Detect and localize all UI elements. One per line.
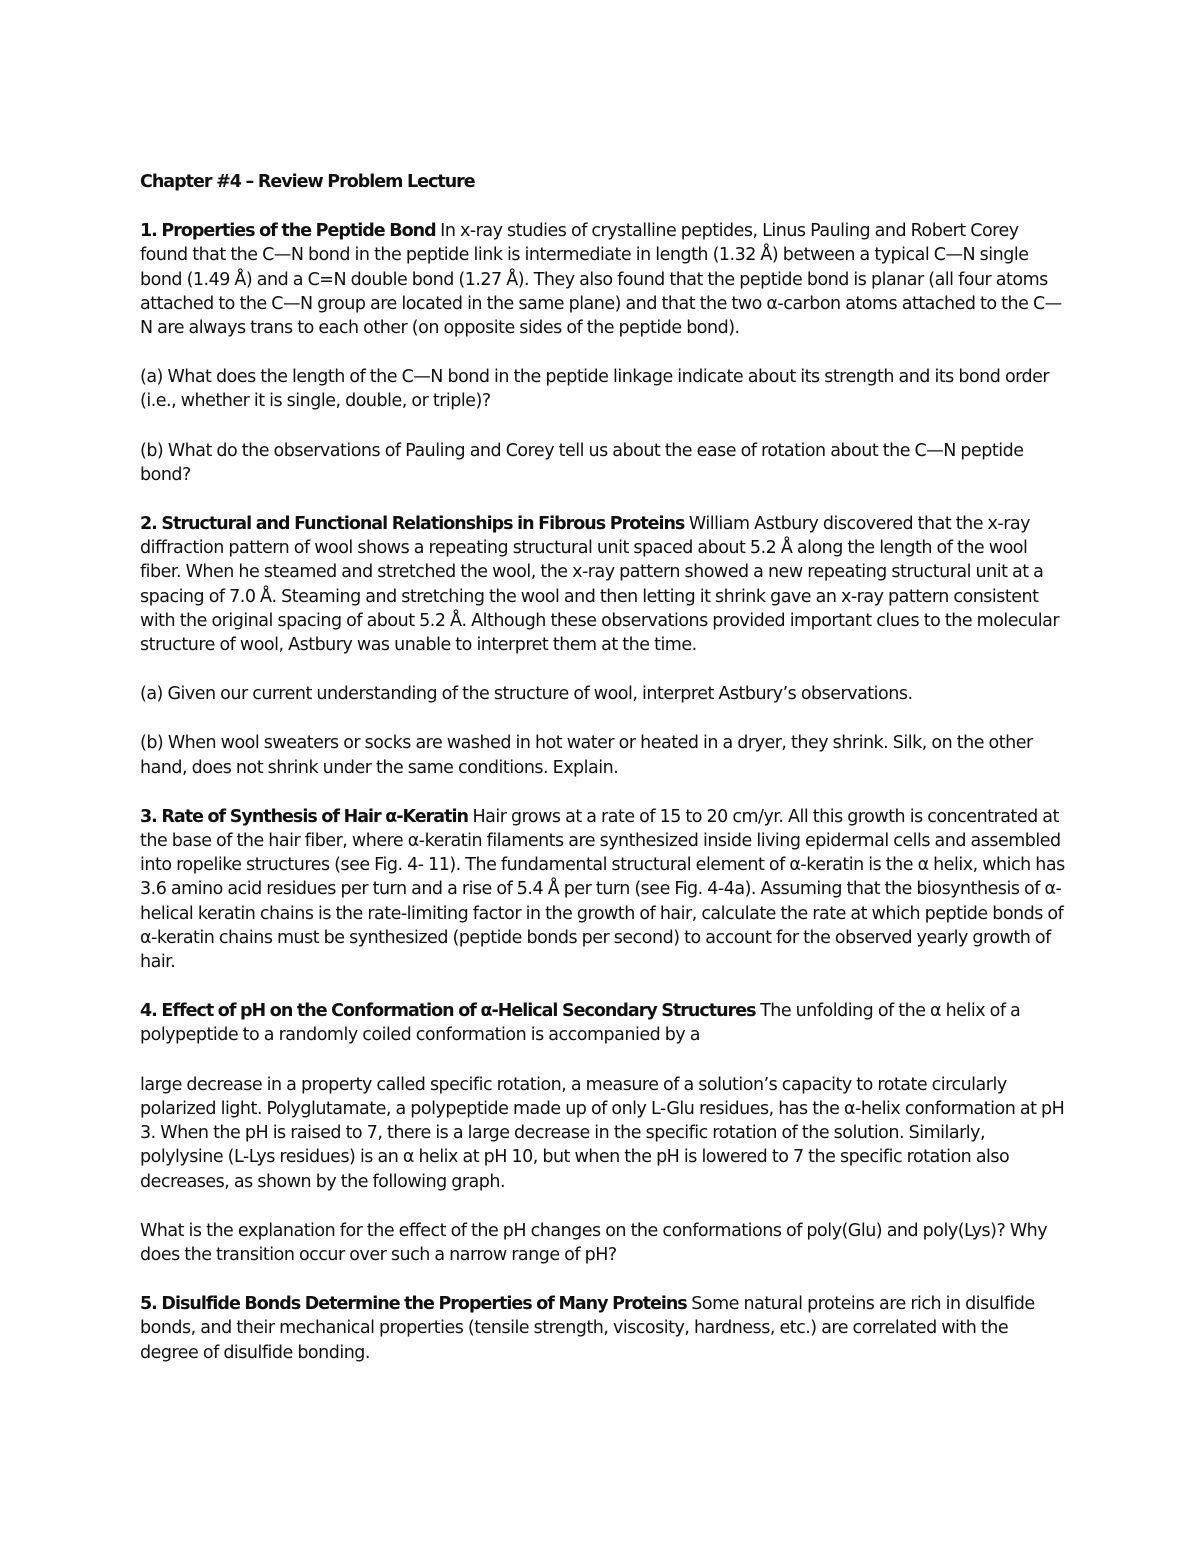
document-title: Chapter #4 – Review Problem Lecture: [140, 172, 475, 192]
problem-4-continuation: large decrease in a property called specific rotation, a measure of a solution’s capacity to rotate circularly polarized light. Polyglutamate, a polypeptide made up of only L-Glu residues, has the α-helix conformation at pH 3. When the pH is raised to 7, there is a large decrease in the specific rotation of the solution. Similarly, polylysine (L-Lys residues) is an α helix at pH 10, but when the pH is lowered to 7 the specific rotation also decreases, as shown by the following graph.: [140, 1074, 1065, 1192]
problem-1-paragraph: [140, 219, 1070, 340]
problem-2-paragraph: [140, 512, 1070, 657]
problem-4-heading: 4. Effect of pH on the Conformation of α-Helical Secondary Structures: [140, 1001, 756, 1022]
problem-5-paragraph: [140, 1292, 1070, 1365]
problem-1-part-a: (a) What does the length of the C—N bond in the peptide linkage indicate about its strength and its bond order (i.e., whether it is single, double, or triple)?: [140, 367, 1050, 412]
problem-3-text: Hair grows at a rate of 15 to 20 cm/yr. All this growth is concentrated at the base of the hair fiber, where α-keratin filaments are synthesized inside living epidermal cells and assembled into ropelike structures (see Fig. 4- 11). The fundamental structural element of α-keratin is the α helix, which has 3.6 amino acid residues per turn and a rise of 5.4 Å per turn (see Fig. 4-4a). Assuming that the biosynthesis of α-helical keratin chains is the rate-limiting factor in the growth of hair, calculate the rate at which peptide bonds of α-keratin chains must be synthesized (peptide bonds per second) to account for the observed yearly growth of hair.: [140, 806, 1065, 973]
problem-2-text: William Astbury discovered that the x-ray diffraction pattern of wool shows a repeating structural unit spaced about 5.2 Å along the length of the wool fiber. When he steamed and stretched the wool, the x-ray pattern showed a new repeating structural unit at a spacing of 7.0 Å. Steaming and stretching the wool and then letting it shrink gave an x-ray pattern consistent with the original spacing of about 5.2 Å. Although these observations provided important clues to the molecular structure of wool, Astbury was unable to interpret them at the time.: [140, 514, 1060, 656]
problem-2-part-b: (b) When wool sweaters or socks are washed in hot water or heated in a dryer, they shrink. Silk, on the other hand, does not shrink under the same conditions. Explain.: [140, 733, 1033, 778]
problem-1-text: In x-ray studies of crystalline peptides, Linus Pauling and Robert Corey found that the C—N bond in the peptide link is intermediate in length (1.32 Å) between a typical C—N single bond (1.49 Å) and a C=N double bond (1.27 Å). They also found that the peptide bond is planar (all four atoms attached to the C—N group are located in the same plane) and that the two α-carbon atoms attached to the C—N are always trans to each other (on opposite sides of the peptide bond).: [140, 221, 1062, 339]
problem-5-text: Some natural proteins are rich in disulfide bonds, and their mechanical properties (tensile strength, viscosity, hardness, etc.) are correlated with the degree of disulfide bonding.: [140, 1294, 1035, 1363]
problem-3-heading: 3. Rate of Synthesis of Hair α-Keratin: [140, 806, 468, 827]
problem-2-heading: 2. Structural and Functional Relationships in Fibrous Proteins: [140, 514, 685, 535]
problem-2-part-a: (a) Given our current understanding of the structure of wool, interpret Astbury’s observations.: [140, 684, 913, 705]
problem-4-paragraph: [140, 999, 1070, 1047]
problem-1-heading: 1. Properties of the Peptide Bond: [140, 221, 436, 242]
problem-4-text: The unfolding of the α helix of a polypeptide to a randomly coiled conformation is accompanied by a: [140, 1001, 1021, 1046]
problem-3-paragraph: [140, 805, 1070, 974]
problem-4-question: What is the explanation for the effect of the pH changes on the conformations of poly(Glu) and poly(Lys)? Why does the transition occur over such a narrow range of pH?: [140, 1220, 1048, 1265]
document-body: [140, 170, 1070, 1390]
problem-5-heading: 5. Disulfide Bonds Determine the Properties of Many Proteins: [140, 1294, 687, 1315]
problem-1-part-b: (b) What do the observations of Pauling and Corey tell us about the ease of rotation about the C—N peptide bond?: [140, 440, 1024, 485]
